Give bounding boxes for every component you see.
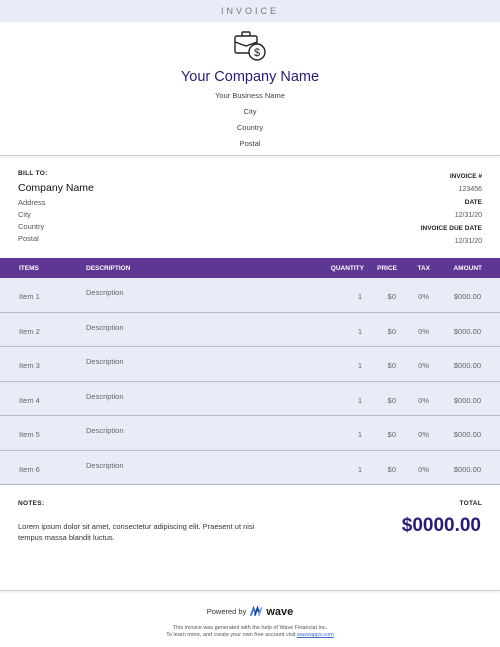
wave-logo: [250, 606, 293, 618]
table-row: [0, 416, 500, 451]
row-tax: 0%: [418, 326, 429, 336]
wave-icon: [250, 606, 264, 617]
invoice-info-block: [421, 170, 482, 248]
row-quantity: 1: [357, 464, 362, 474]
company-city: City: [243, 107, 257, 116]
total-amount: $0000.00: [401, 515, 481, 536]
footer-line-1: This invoice was generated with the help of Wave Financial Inc.: [172, 625, 328, 631]
invoice-top-bar: [0, 0, 500, 22]
row-item: Item 2: [19, 326, 40, 336]
header-items: ITEMS: [19, 264, 39, 272]
bill-to-block: [18, 170, 94, 245]
powered-by-label: Powered by: [206, 607, 247, 616]
items-table-body: [0, 278, 500, 485]
due-date-label: INVOICE DUE DATE: [420, 225, 482, 232]
row-amount: $000.00: [453, 292, 481, 301]
row-tax: 0%: [418, 292, 429, 301]
footer-line-2-text: To learn more, and create your own free account visit: [166, 632, 296, 638]
bill-to-postal: Postal: [18, 234, 39, 243]
table-row: [0, 278, 500, 313]
row-quantity: 1: [357, 326, 362, 336]
row-item: Item 3: [19, 361, 40, 370]
invoice-due-date: 12/31/20: [454, 238, 482, 245]
company-country: Country: [236, 123, 264, 132]
row-item: Item 5: [19, 430, 40, 439]
header-description: DESCRIPTION: [86, 264, 131, 272]
briefcase-dollar-icon: [232, 28, 268, 64]
footer: [0, 591, 500, 639]
row-description: Description: [86, 426, 124, 435]
row-price: $0: [387, 292, 396, 301]
row-price: $0: [387, 395, 396, 405]
invoice-number: 123456: [458, 186, 482, 193]
row-tax: 0%: [418, 464, 429, 474]
bill-to-address: Address: [18, 198, 46, 207]
row-item: Item 1: [19, 292, 40, 301]
items-table-header: [0, 258, 500, 278]
billing-section: [0, 156, 500, 258]
wave-brand: wave: [266, 605, 294, 618]
row-amount: $000.00: [453, 326, 481, 336]
powered-by: [207, 606, 294, 618]
invoice-number-label: INVOICE #: [449, 173, 482, 180]
date-label: DATE: [464, 199, 482, 206]
row-amount: $000.00: [453, 430, 481, 439]
row-price: $0: [387, 464, 396, 474]
row-tax: 0%: [418, 430, 429, 439]
row-price: $0: [387, 361, 396, 370]
row-description: Description: [86, 357, 124, 366]
row-item: Item 4: [19, 395, 40, 405]
row-amount: $000.00: [453, 464, 481, 474]
row-amount: $000.00: [453, 361, 481, 370]
row-quantity: 1: [357, 292, 362, 301]
row-description: Description: [86, 391, 124, 401]
row-price: $0: [387, 430, 396, 439]
table-row: [0, 313, 500, 348]
summary-section: [0, 485, 500, 590]
header-quantity: QUANTITY: [330, 264, 364, 272]
waveapps-link[interactable]: waveapps.com: [297, 632, 334, 638]
row-tax: 0%: [418, 361, 429, 370]
business-name: Your Business Name: [215, 91, 285, 100]
row-quantity: 1: [357, 395, 362, 405]
bill-to-country: Country: [18, 222, 45, 231]
notes-label: NOTES:: [18, 500, 45, 507]
notes-text: Lorem ipsum dolor sit amet, consectetur adipiscing elit. Praesent ut nisi tempus massa blandit luctus.: [18, 522, 255, 542]
company-header: [0, 22, 500, 155]
row-price: $0: [387, 326, 396, 336]
footer-line-2: [0, 632, 500, 639]
bill-to-label: BILL TO:: [18, 170, 48, 177]
table-row: [0, 451, 500, 486]
svg-text:$: $: [253, 47, 261, 59]
bill-to-city: City: [18, 210, 31, 219]
invoice-date: 12/31/20: [454, 212, 482, 219]
company-name: Your Company Name: [180, 69, 320, 85]
total-label: TOTAL: [459, 500, 482, 507]
row-description: Description: [86, 460, 124, 470]
row-amount: $000.00: [453, 395, 481, 405]
table-row: [0, 382, 500, 417]
invoice-label: INVOICE: [220, 6, 279, 16]
header-amount: AMOUNT: [453, 264, 482, 272]
company-postal: Postal: [239, 139, 261, 148]
row-quantity: 1: [357, 361, 362, 370]
header-tax: TAX: [417, 264, 430, 272]
row-description: Description: [86, 288, 124, 297]
header-price: PRICE: [377, 264, 397, 272]
row-item: Item 6: [19, 464, 40, 474]
table-row: [0, 347, 500, 382]
bill-to-company: Company Name: [18, 182, 94, 194]
row-description: Description: [86, 322, 124, 332]
row-tax: 0%: [418, 395, 429, 405]
row-quantity: 1: [357, 430, 362, 439]
